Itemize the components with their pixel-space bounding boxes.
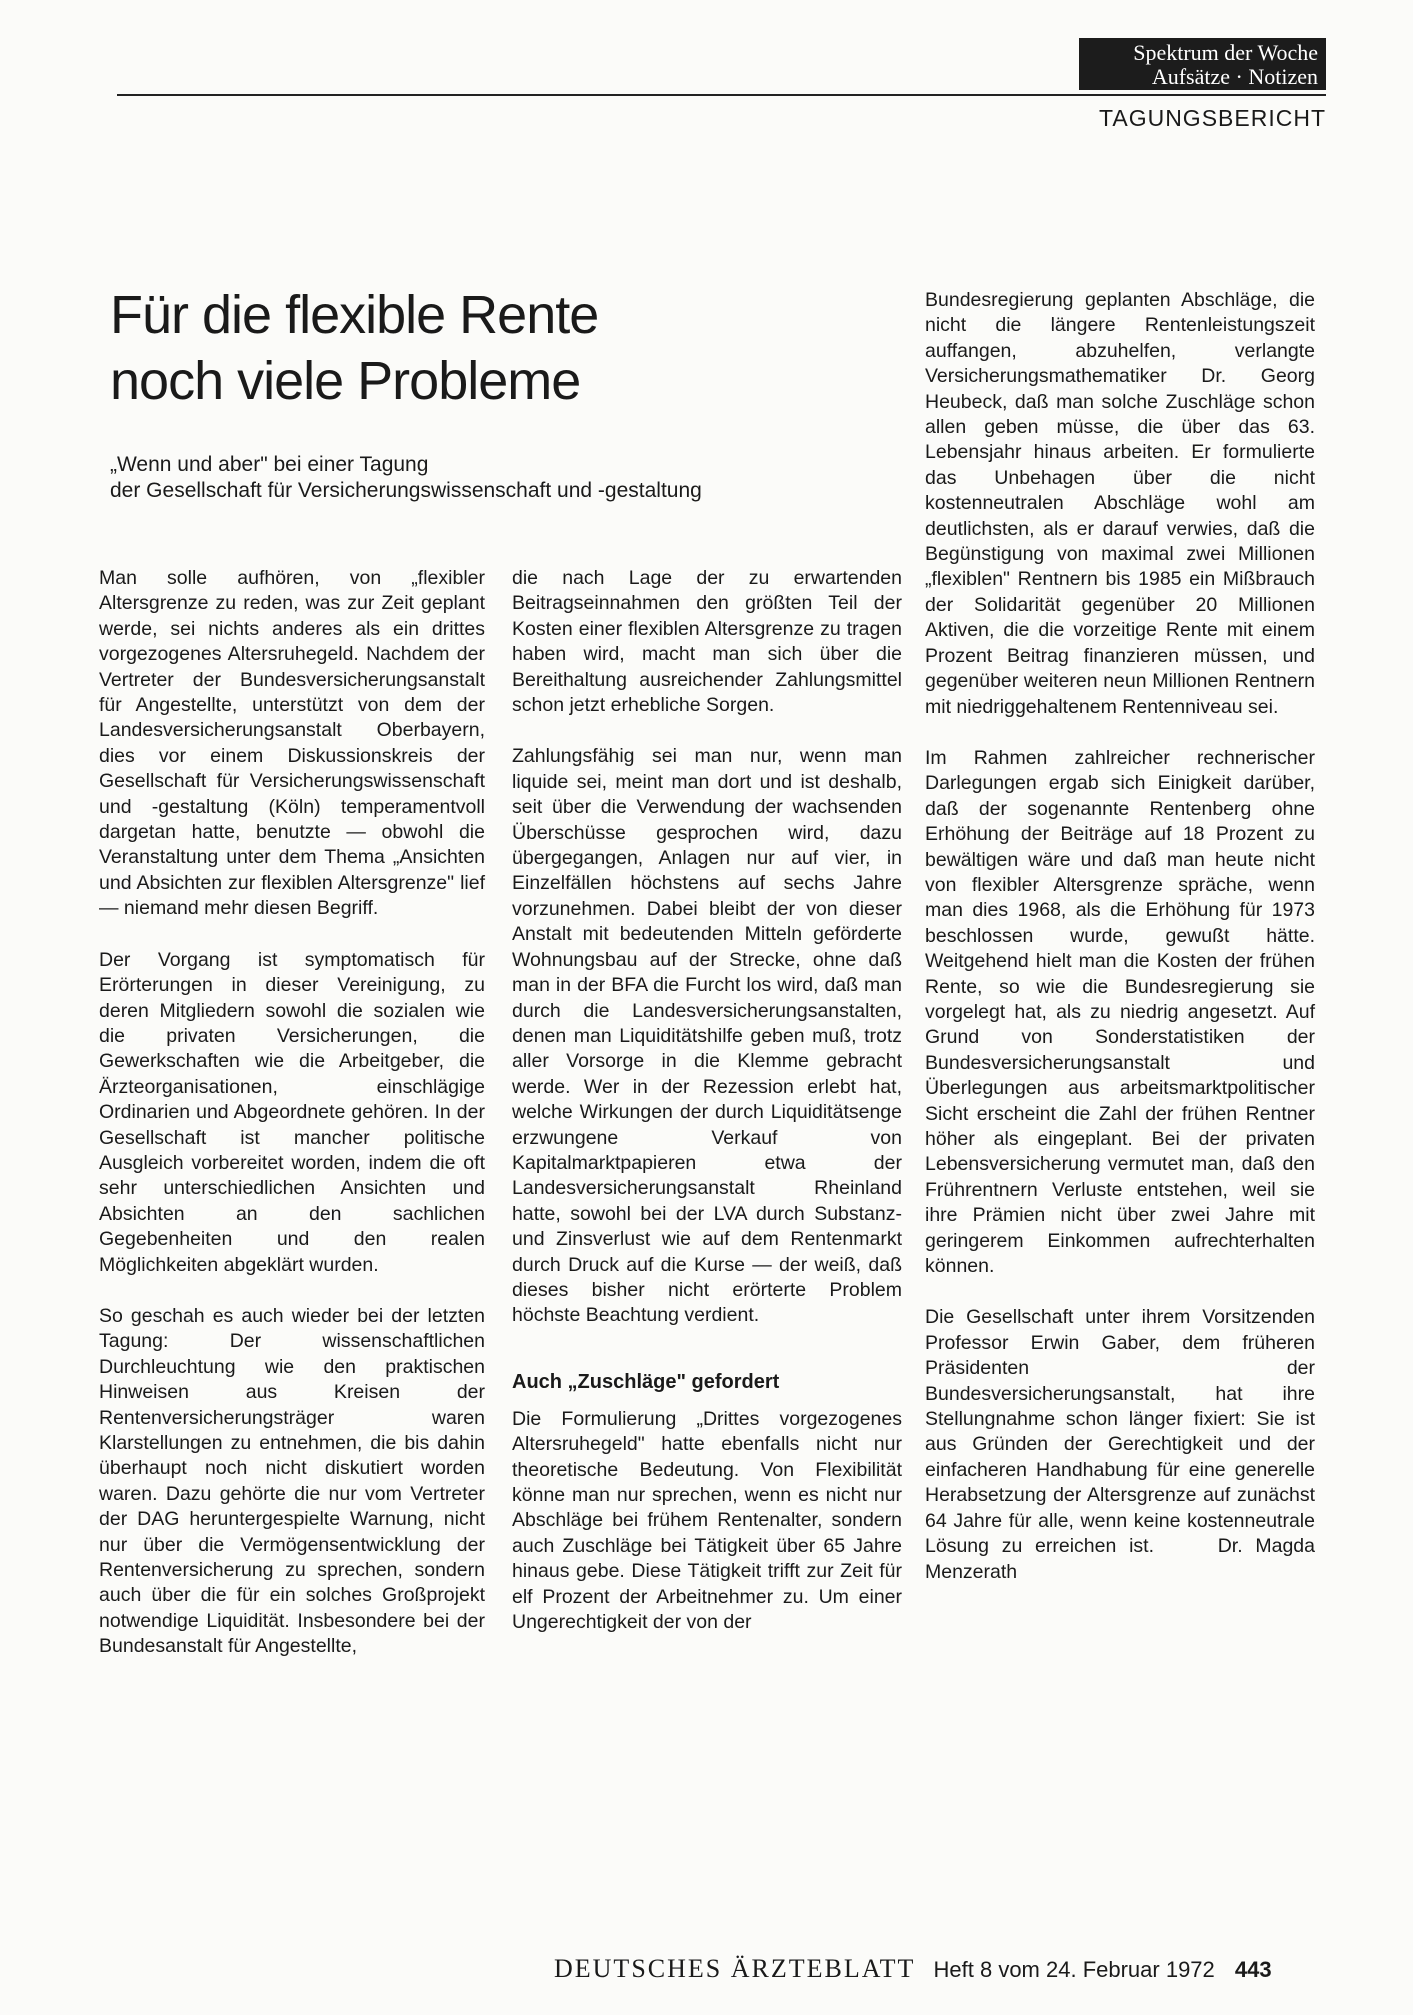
- paragraph: Man solle aufhören, von „flexibler Altersgrenze zu reden, was zur Zeit geplant werde, sei nichts anderes als ein drittes vorgezogenes Altersruhegeld. Nachdem der Vertreter der Bundesversicherungsanstalt für Angestellte, unterstützt von dem der Landesversicherungsanstalt Oberbayern, dies vor einem Diskussionskreis der Gesellschaft für Versicherungswissenschaft und -gestaltung (Köln) temperamentvoll dargetan hatte, benutzte — obwohl die Veranstaltung unter dem Thema „Ansichten und Absichten zur flexiblen Altersgrenze" lief — niemand mehr diesen Begriff.: [99, 567, 485, 920]
- page-number: 443: [1234, 1957, 1272, 1982]
- article-subtitle: [110, 452, 702, 504]
- section-badge: [1079, 38, 1326, 90]
- paragraph: Die Gesellschaft unter ihrem Vorsitzenden Professor Erwin Gaber, dem früheren Präsidenten der Bundesversicherungsanstalt, hat ihre Stellungnahme schon länger fixiert: Sie ist aus Gründen der Gerechtigkeit und der einfacheren Handhabung für eine generelle Herabsetzung der Altersgrenze auf zunächst 64 Jahre für alle, wenn keine kostenneutrale Lösung zu erreichen ist. Dr. Magda Menzerath: [925, 1306, 1321, 1583]
- text-column-3: [925, 288, 1321, 1611]
- paragraph: Zahlungsfähig sei man nur, wenn man liquide sei, meint man dort und ist deshalb, seit über die Verwendung der wachsenden Überschüsse gesprochen wird, dazu übergegangen, Anlagen nur auf vier, in Einzelfällen höchstens auf sechs Jahre vorzunehmen. Dabei bleibt der von dieser Anstalt mit bedeutenden Mitteln geförderte Wohnungsbau auf der Strecke, ohne daß man in der BFA die Furcht los wird, daß man durch die Landesversicherungsanstalten, denen man Liquiditätshilfe geben muß, trotz aller Vorsorge in die Klemme gebracht werde. Wer in der Rezession erlebt hat, welche Wirkungen der durch Liquiditätsenge erzwungene Verkauf von Kapitalmarktpapieren etwa der Landesversicherungsanstalt Rheinland hatte, sowohl bei der LVA durch Substanz- und Zinsverlust wie auf dem Rentenmarkt durch Druck auf die Kurse — der weiß, daß dieses bisher nicht erörterte Problem höchste Beachtung verdient.: [512, 745, 902, 1327]
- badge-line-2: Aufsätze · Notizen: [1151, 64, 1318, 89]
- paragraph: Bundesregierung geplanten Abschläge, die nicht die längere Rentenleistungszeit auffangen, abzuhelfen, verlangte Versicherungsmathematiker Dr. Georg Heubeck, daß man solche Zuschläge schon allen geben müsse, die über das 63. Lebensjahr hinaus arbeiten. Er formulierte das Unbehagen über die nicht kostenneutralen Abschläge wohl am deutlichsten, als er darauf verwies, daß die Begünstigung von maximal zwei Millionen „flexiblen" Rentnern bis 1985 ein Mißbrauch der Solidarität gegenüber 20 Millionen Aktiven, die die vorzeitige Rente mit einem Prozent Beitrag finanzieren müssen, und gegenüber weiteren neun Millionen Rentnern mit niedriggehaltenem Rentenniveau sei.: [925, 289, 1315, 718]
- paragraph: Der Vorgang ist symptomatisch für Erörterungen in dieser Vereinigung, zu deren Mitgliedern sowohl die sozialen wie die privaten Versicherungen, die Gewerkschaften wie die Arbeitgeber, die Ärzteorganisationen, einschlägige Ordinarien und Abgeordnete gehören. In der Gesellschaft ist mancher politische Ausgleich vorbereitet worden, indem die oft sehr unterschiedlichen Ansichten und Absichten an den sachlichen Gegebenheiten und den realen Möglichkeiten abgeklärt wurden.: [99, 948, 485, 1276]
- issue-info: Heft 8 vom 24. Februar 1972: [933, 1957, 1215, 1982]
- paragraph: Im Rahmen zahlreicher rechnerischer Darlegungen ergab sich Einigkeit darüber, daß der sogenannte Rentenberg ohne Erhöhung der Beiträge auf 18 Prozent zu bewältigen wäre und daß man heute nicht von flexibler Altersgrenze spräche, wenn man dies 1968, als die Erhöhung für 1973 beschlossen wurde, gewußt hätte. Weitgehend hielt man die Kosten der frühen Rente, so wie die Bundesregierung sie vorgelegt hat, als zu niedrig angesetzt. Auf Grund von Sonderstatistiken der Bundesversicherungsanstalt und Überlegungen aus arbeitsmarktpolitischer Sicht erscheint die Zahl der frühen Rentner höher als eingeplant. Bei der privaten Lebensversicherung vermutet man, daß den Frührentnern Verluste entstehen, weil sie ihre Prämien nicht über zwei Jahre mit geringerem Einkommen aufrechterhalten können.: [925, 746, 1315, 1278]
- paragraph: Die Formulierung „Drittes vorgezogenes Altersruhegeld" hatte ebenfalls nicht nur theoretische Bedeutung. Von Flexibilität könne man nur sprechen, wenn es nicht nur Abschläge bei frühem Rentenalter, sondern auch Zuschläge bei Tätigkeit über 65 Jahre hinaus gebe. Diese Tätigkeit trifft zur Zeit für elf Prozent der Arbeitnehmer zu. Um einer Ungerechtigkeit der von der: [512, 1407, 902, 1634]
- badge-line-1: Spektrum der Woche: [1133, 40, 1318, 65]
- magazine-name: DEUTSCHES ÄRZTEBLATT: [554, 1954, 916, 1983]
- subtitle-line-2: der Gesellschaft für Versicherungswissenschaft und -gestaltung: [110, 479, 702, 502]
- subheading: Auch „Zuschläge" gefordert: [512, 1370, 780, 1393]
- title-line-2: noch viele Probleme: [110, 351, 581, 411]
- header-rule: [117, 94, 1326, 96]
- text-column-1: [99, 566, 485, 1686]
- article-title: [110, 282, 598, 414]
- paragraph: die nach Lage der zu erwartenden Beitragseinnahmen den größten Teil der Kosten einer flexiblen Altersgrenze zu tragen haben wird, macht man sich über die Bereithaltung ausreichender Zahlungsmittel schon jetzt erhebliche Sorgen.: [512, 567, 902, 717]
- page-footer: [554, 1955, 1272, 1984]
- subtitle-line-1: „Wenn und aber" bei einer Tagung: [110, 453, 429, 476]
- section-label: TAGUNGSBERICHT: [1099, 105, 1326, 131]
- text-column-2: [512, 566, 902, 1661]
- title-line-1: Für die flexible Rente: [110, 285, 599, 345]
- paragraph: So geschah es auch wieder bei der letzten Tagung: Der wissenschaftlichen Durchleuchtung wie den praktischen Hinweisen aus Kreisen der Rentenversicherungsträger waren Klarstellungen zu entnehmen, die bis dahin überhaupt noch nicht diskutiert worden waren. Dazu gehörte die nur vom Vertreter der DAG heruntergespielte Warnung, nicht nur über die Vermögensentwicklung der Rentenversicherung zu sprechen, sondern auch über die für ein solches Großprojekt notwendige Liquidität. Insbesondere bei der Bundesanstalt für Angestellte,: [99, 1304, 485, 1658]
